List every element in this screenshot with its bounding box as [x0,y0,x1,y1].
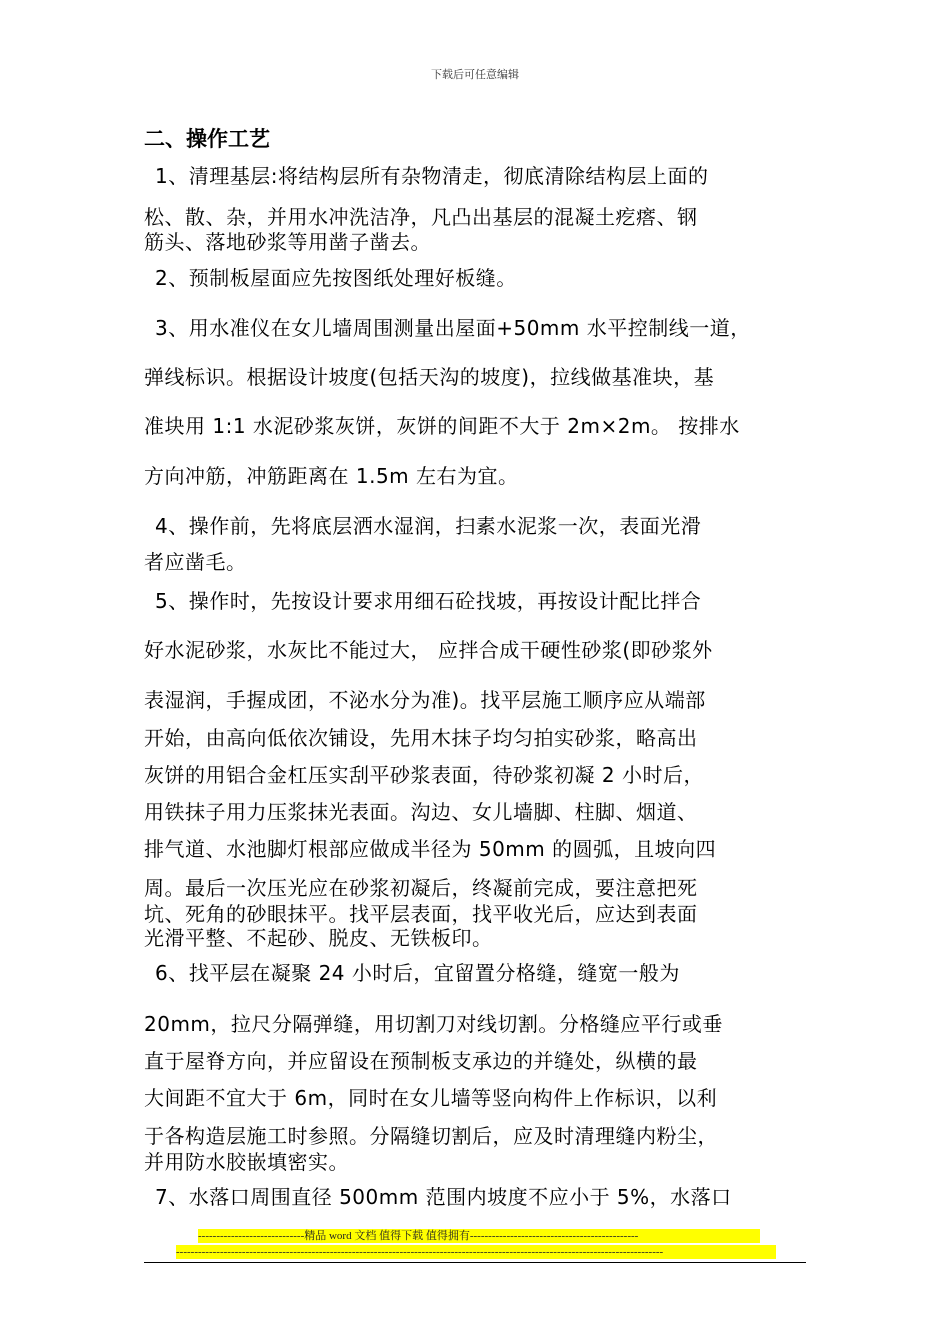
text-line: 好水泥砂浆，水灰比不能过大， 应拌合成干硬性砂浆(即砂浆外 [144,638,713,662]
text-line: 6、找平层在凝聚 24 小时后，宜留置分格缝，缝宽一般为 [155,961,680,985]
text-line: 直于屋脊方向，并应留设在预制板支承边的并缝处，纵横的最 [144,1049,698,1073]
text-line: 灰饼的用铝合金杠压实刮平砂浆表面，待砂浆初凝 2 小时后， [144,763,704,787]
text-line: 开始，由高向低依次铺设，先用木抹子均匀拍实砂浆，略高出 [144,726,698,750]
text-line: 2、预制板屋面应先按图纸处理好板缝。 [155,266,517,290]
text-line: 坑、死角的砂眼抹平。找平层表面，找平收光后，应达到表面 [144,902,698,926]
text-line: 1、清理基层:将结构层所有杂物清走，彻底清除结构层上面的 [155,164,709,188]
text-line: 于各构造层施工时参照。分隔缝切割后，应及时清理缝内粉尘， [144,1124,718,1148]
text-line: 3、用水准仪在女儿墙周围测量出屋面+50mm 水平控制线一道， [155,316,751,340]
section-title: 二、操作工艺 [144,127,270,151]
text-line: 7、水落口周围直径 500mm 范围内坡度不应小于 5%，水落口 [155,1185,732,1209]
text-line: 大间距不宜大于 6m，同时在女儿墙等竖向构件上作标识，以利 [144,1086,718,1110]
text-line: 筋头、落地砂浆等用凿子凿去。 [144,230,431,254]
text-line: 者应凿毛。 [144,550,247,574]
text-line: 方向冲筋，冲筋距离在 1.5m 左右为宜。 [144,464,519,488]
text-line: 松、散、杂，并用水冲洗洁净，凡凸出基层的混凝土疙瘩、钢 [144,205,698,229]
text-line: 弹线标识。根据设计坡度(包括天沟的坡度)，拉线做基准块，基 [144,365,715,389]
page-header: 下载后可任意编辑 [431,68,519,81]
text-line: 20mm，拉尺分隔弹缝，用切割刀对线切割。分格缝应平行或垂 [144,1012,723,1036]
text-line: 表湿润，手握成团，不泌水分为准)。找平层施工顺序应从端部 [144,688,706,712]
footer-dash-line: ------------------------------------------------------------------------------------------------------------------------------------- [176,1245,776,1259]
text-line: 光滑平整、不起砂、脱皮、无铁板印。 [144,926,493,950]
text-line: 4、操作前，先将底层洒水湿润，扫素水泥浆一次，表面光滑 [155,514,702,538]
text-line: 5、操作时，先按设计要求用细石砼找坡，再按设计配比拌合 [155,589,702,613]
text-line: 准块用 1:1 水泥砂浆灰饼，灰饼的间距不大于 2m×2m。 按排水 [144,414,740,438]
text-line: 周。最后一次压光应在砂浆初凝后，终凝前完成，要注意把死 [144,876,698,900]
footer-rule [144,1262,806,1263]
text-line: 排气道、水池脚灯根部应做成半径为 50mm 的圆弧，且坡向四 [144,837,717,861]
text-line: 并用防水胶嵌填密实。 [144,1150,349,1174]
text-line: 用铁抹子用力压浆抹光表面。沟边、女儿墙脚、柱脚、烟道、 [144,800,698,824]
footer-watermark-line: -----------------------------精品 word 文档 值得下载 值得拥有---------------------------------------------- [198,1229,760,1243]
